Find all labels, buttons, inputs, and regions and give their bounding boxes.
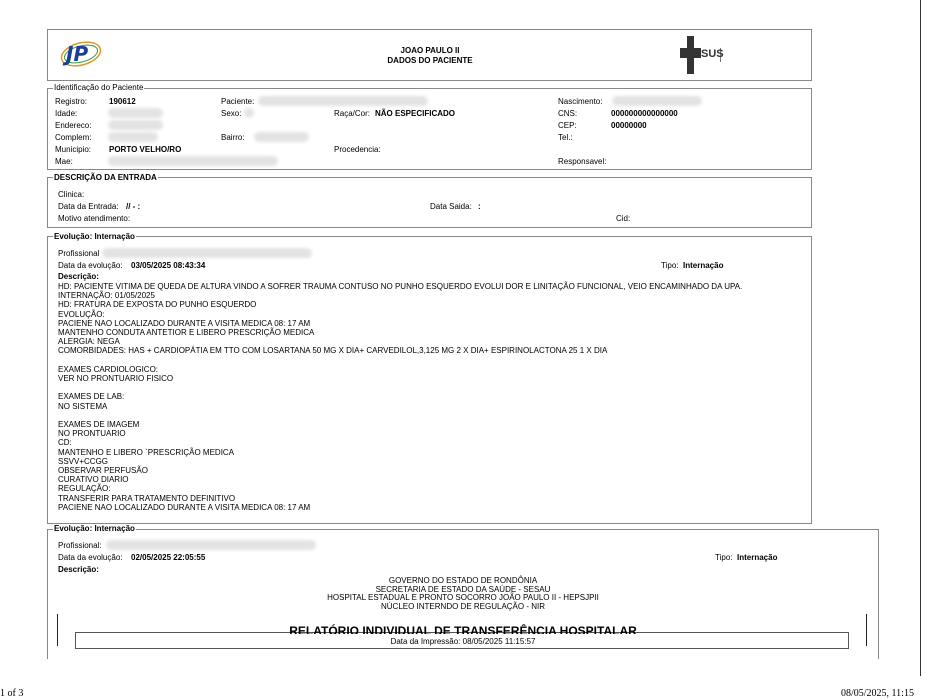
evolucao1-tipo-value: Internação xyxy=(683,261,724,270)
logo-text: JP xyxy=(66,42,89,66)
descricao-line: VER NO PRONTUARIO FISICO xyxy=(58,374,174,384)
redacted-profissional-2 xyxy=(106,540,316,550)
page-edge xyxy=(920,0,921,676)
descricao-line: PACIENE NAO LOCALIZADO DURANTE A VISITA MEDICA 08: 17 AM xyxy=(58,502,311,512)
paciente-label: Paciente: xyxy=(221,97,255,106)
embedded-header-line: NÚCLEO INTERNDO DE REGULAÇÃO - NIR xyxy=(380,601,546,611)
evolucao2-data-label: Data da evolução: xyxy=(58,553,123,562)
mae-label: Mae: xyxy=(55,157,73,166)
patient-legend: Identificação do Paciente xyxy=(54,83,144,92)
descricao-line: CD: xyxy=(58,438,72,448)
registro-label: Registro: xyxy=(55,97,88,106)
descricao-line: NO PRONTUARIO xyxy=(58,429,126,439)
redacted-sexo xyxy=(244,108,254,118)
cep-label: CEP: xyxy=(558,121,577,130)
doc-title: DADOS DO PACIENTE xyxy=(387,56,473,65)
descricao-line: ALERGIA: NEGA xyxy=(58,337,120,347)
registro-value: 190612 xyxy=(109,97,136,106)
embedded-title: RELATÓRIO INDIVIDUAL DE TRANSFERÊNCIA HOSPITALAR xyxy=(289,624,637,634)
descricao-line: HD: FRATURA DE EXPOSTA DO PUNHO ESQUERDO xyxy=(58,300,257,310)
descricao-line: NO SISTEMA xyxy=(58,401,108,411)
evolucao1-descricao-label: Descrição: xyxy=(58,272,99,281)
embedded-title-clip xyxy=(200,624,726,634)
org-title: JOAO PAULO II xyxy=(400,46,460,55)
sus-logo xyxy=(680,36,736,74)
redacted-endereco xyxy=(108,120,163,130)
descricao-line: PACIENE NAO LOCALIZADO DURANTE A VISITA MEDICA 08: 17 AM xyxy=(58,318,311,328)
descricao-line: HD: PACIENTE VITIMA DE QUEDA DE ALTURA VINDO A SOFRER TRAUMA CONTUSO NO PUNHO ESQUERDO EVOLUI DOR E LINITAÇÃO FUNCIONAL, VEIO ENCAMINHADO DA UPA. xyxy=(58,282,743,291)
embedded-header-lines xyxy=(263,577,663,611)
descricao-line: INTERNAÇÃO: 01/05/2025 xyxy=(58,291,155,301)
descricao-line: EXAMES DE IMAGEM xyxy=(58,420,140,430)
sus-text: SUS xyxy=(701,48,724,60)
redacted-bairro xyxy=(254,132,309,142)
data-entrada-label: Data da Entrada: xyxy=(58,202,119,211)
embedded-right-rule xyxy=(866,614,867,646)
motivo-label: Motivo atendimento: xyxy=(58,214,131,223)
data-saida-value: : xyxy=(478,202,481,211)
redacted-idade xyxy=(108,108,163,118)
evolucao2-descricao-label: Descrição: xyxy=(58,565,99,574)
embedded-header-line: GOVERNO DO ESTADO DE RONDÔNIA xyxy=(388,576,538,585)
embedded-header-line: SECRETARIA DE ESTADO DA SAÚDE - SESAU xyxy=(375,584,551,594)
evolucao1-data-label: Data da evolução: xyxy=(58,261,123,270)
evolucao1-legend: Evolução: Internação xyxy=(54,232,135,241)
descricao-line: EVOLUÇÃO: xyxy=(58,309,105,319)
descricao-line: SSVV+CCGG xyxy=(58,456,109,466)
evolucao2-tipo-value: Internação xyxy=(737,553,778,562)
descricao-line xyxy=(58,411,742,420)
embedded-print-date: Data da Impressão: 08/05/2025 11:15:57 xyxy=(390,637,536,646)
descricao-line: TRANSFERIR PARA TRATAMENTO DEFINITIVO xyxy=(58,493,236,503)
raca-value: NÃO ESPECIFICADO xyxy=(375,109,456,118)
embedded-header-line: HOSPITAL ESTADUAL E PRONTO SOCORRO JOÃO PAULO II - HEPSJPII xyxy=(327,593,599,602)
descricao-line xyxy=(58,383,742,392)
responsavel-label: Responsavel: xyxy=(558,157,607,166)
embedded-left-rule xyxy=(57,614,58,646)
descricao-line xyxy=(58,356,742,365)
evolucao2-legend: Evolução: Internação xyxy=(54,524,135,533)
descricao-line: OBSERVAR PERFUSÃO xyxy=(58,466,148,476)
cns-value: 000000000000000 xyxy=(611,109,678,118)
redacted-nascimento xyxy=(612,96,702,106)
cid-label: Cid: xyxy=(616,214,631,223)
data-saida-label: Data Saida: xyxy=(430,202,472,211)
evolucao2-tipo-label: Tipo: xyxy=(715,553,733,562)
descricao-line: REGULAÇÃO: xyxy=(58,484,111,494)
sexo-label: Sexo: xyxy=(221,109,242,118)
municipio-value: PORTO VELHO/RO xyxy=(109,145,182,154)
evolucao2-data-value: 02/05/2025 22:05:55 xyxy=(131,553,206,562)
procedencia-label: Procedencia: xyxy=(334,145,381,154)
redacted-paciente xyxy=(258,96,428,106)
footer-page-number: 1 of 3 xyxy=(0,688,24,699)
data-entrada-value: // - : xyxy=(126,202,141,211)
redacted-profissional-1 xyxy=(102,248,312,258)
endereco-label: Endereco: xyxy=(55,121,92,130)
hospital-logo xyxy=(58,37,106,71)
raca-label: Raça/Cor: xyxy=(334,109,371,118)
complem-label: Complem: xyxy=(55,133,92,142)
descricao-line: MANTENHO CONDUTA ANTETIOR E LIBERO PRESCRIÇÃO MEDICA xyxy=(58,328,315,338)
descricao-line: COMORBIDADES: HAS + CARDIOPÁTIA EM TTO COM LOSARTANA 50 MG X DIA+ CARVEDILOL,3,125 MG 2 X DIA+ ESPIRINOLACTONA 25 1 X DIA xyxy=(58,346,608,356)
footer-timestamp: 08/05/2025, 11:15 xyxy=(841,688,914,699)
clinica-label: Clinica: xyxy=(58,190,85,199)
bairro-label: Bairro: xyxy=(221,133,245,142)
cns-label: CNS: xyxy=(558,109,578,118)
tel-label: Tel.: xyxy=(558,133,573,142)
descricao-line: EXAMES DE LAB: xyxy=(58,392,125,402)
redacted-complem xyxy=(108,132,158,142)
evolucao2-profissional-label: Profissional: xyxy=(58,541,102,550)
descricao-line: EXAMES CARDIOLOGICO: xyxy=(58,364,159,374)
idade-label: Idade: xyxy=(55,109,78,118)
evolucao1-profissional-label: Profissional xyxy=(58,249,100,258)
evolucao1-data-value: 03/05/2025 08:43:34 xyxy=(131,261,206,270)
cep-value: 00000000 xyxy=(611,121,647,130)
evolucao1-descricao-text xyxy=(58,282,742,512)
entrada-legend: DESCRIÇÃO DA ENTRADA xyxy=(54,173,157,182)
nascimento-label: Nascimento: xyxy=(558,97,603,106)
redacted-mae xyxy=(108,156,278,166)
municipio-label: Municipio: xyxy=(55,145,92,154)
evolucao1-tipo-label: Tipo: xyxy=(661,261,679,270)
descricao-line: MANTENHO E LIBERO `PRESCRIÇÃO MEDICA xyxy=(58,447,235,457)
descricao-line: CURATIVO DIARIO xyxy=(58,475,129,485)
